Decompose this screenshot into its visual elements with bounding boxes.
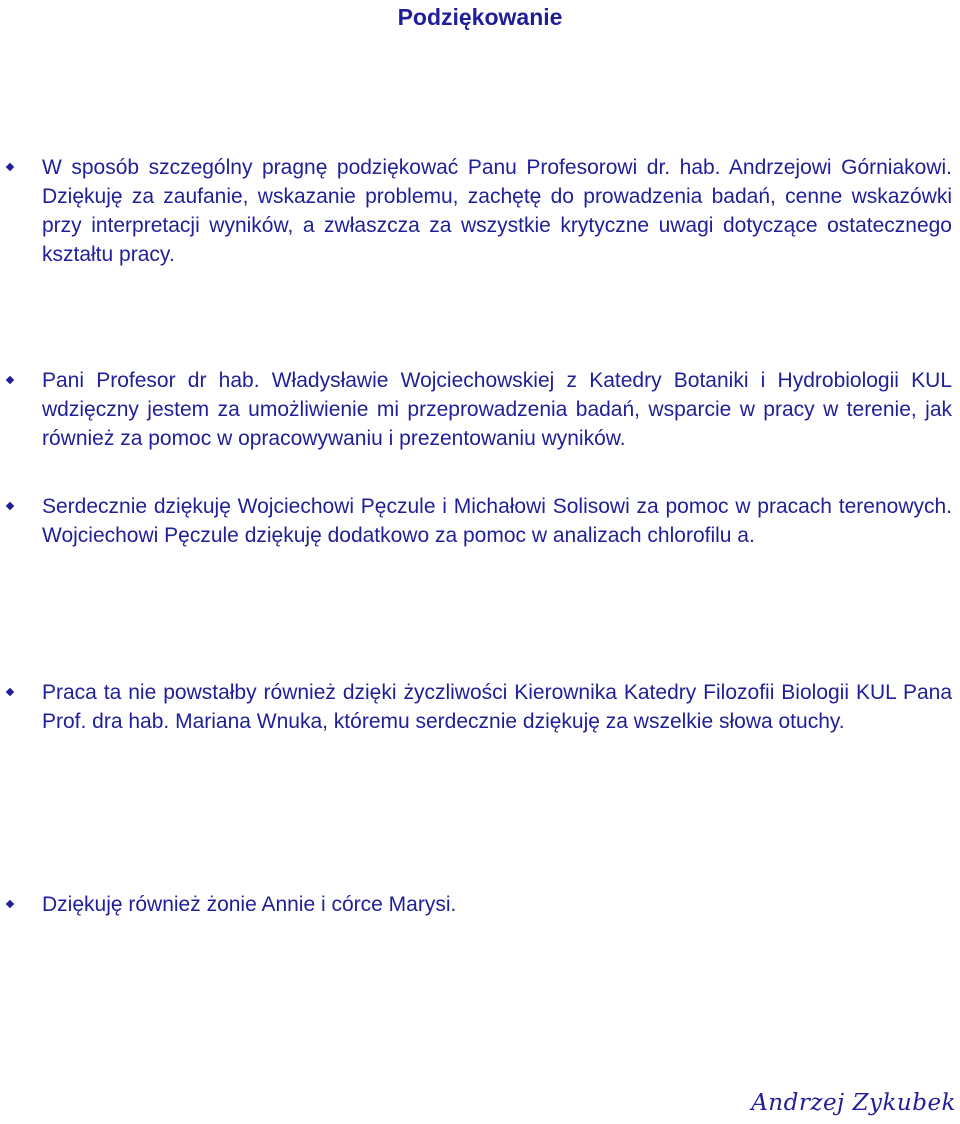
list-item [42,890,952,919]
list-item-text: Dziękuję również żonie Annie i córce Marysi. [42,893,457,916]
list-item [42,366,952,453]
list-item [42,678,952,736]
list-item-text: Serdecznie dziękuję Wojciechowi Pęczule i Michałowi Solisowi za pomoc w pracach terenowych. Wojciechowi Pęczule dziękuję dodatkowo za pomoc w analizach chlorofilu a. [42,495,952,547]
page-title: Podziękowanie [397,4,563,30]
list-item-text: Praca ta nie powstałby również dzięki życzliwości Kierownika Katedry Filozofii Biologii KUL Pana Prof. dra hab. Mariana Wnuka, któremu serdecznie dziękuję za wszelkie słowa otuchy. [42,681,952,733]
list-item-text: W sposób szczególny pragnę podziękować Panu Profesorowi dr. hab. Andrzejowi Górniakowi. Dziękuję za zaufanie, wskazanie problemu, zachętę do prowadzenia badań, cenne wskazówki przy interpretacji wyników, a zwłaszcza za wszystkie krytyczne uwagi dotyczące ostatecznego kształtu pracy. [42,156,952,266]
list-item [42,153,952,269]
list-item [42,492,952,550]
signature: Andrzej Zykubek [751,1090,956,1116]
list-item-text: Pani Profesor dr hab. Władysławie Wojciechowskiej z Katedry Botaniki i Hydrobiologii KUL wdzięczny jestem za umożliwienie mi przeprowadzenia badań, wsparcie w pracy w terenie, jak również za pomoc w opracowywaniu i prezentowaniu wyników. [42,369,952,450]
